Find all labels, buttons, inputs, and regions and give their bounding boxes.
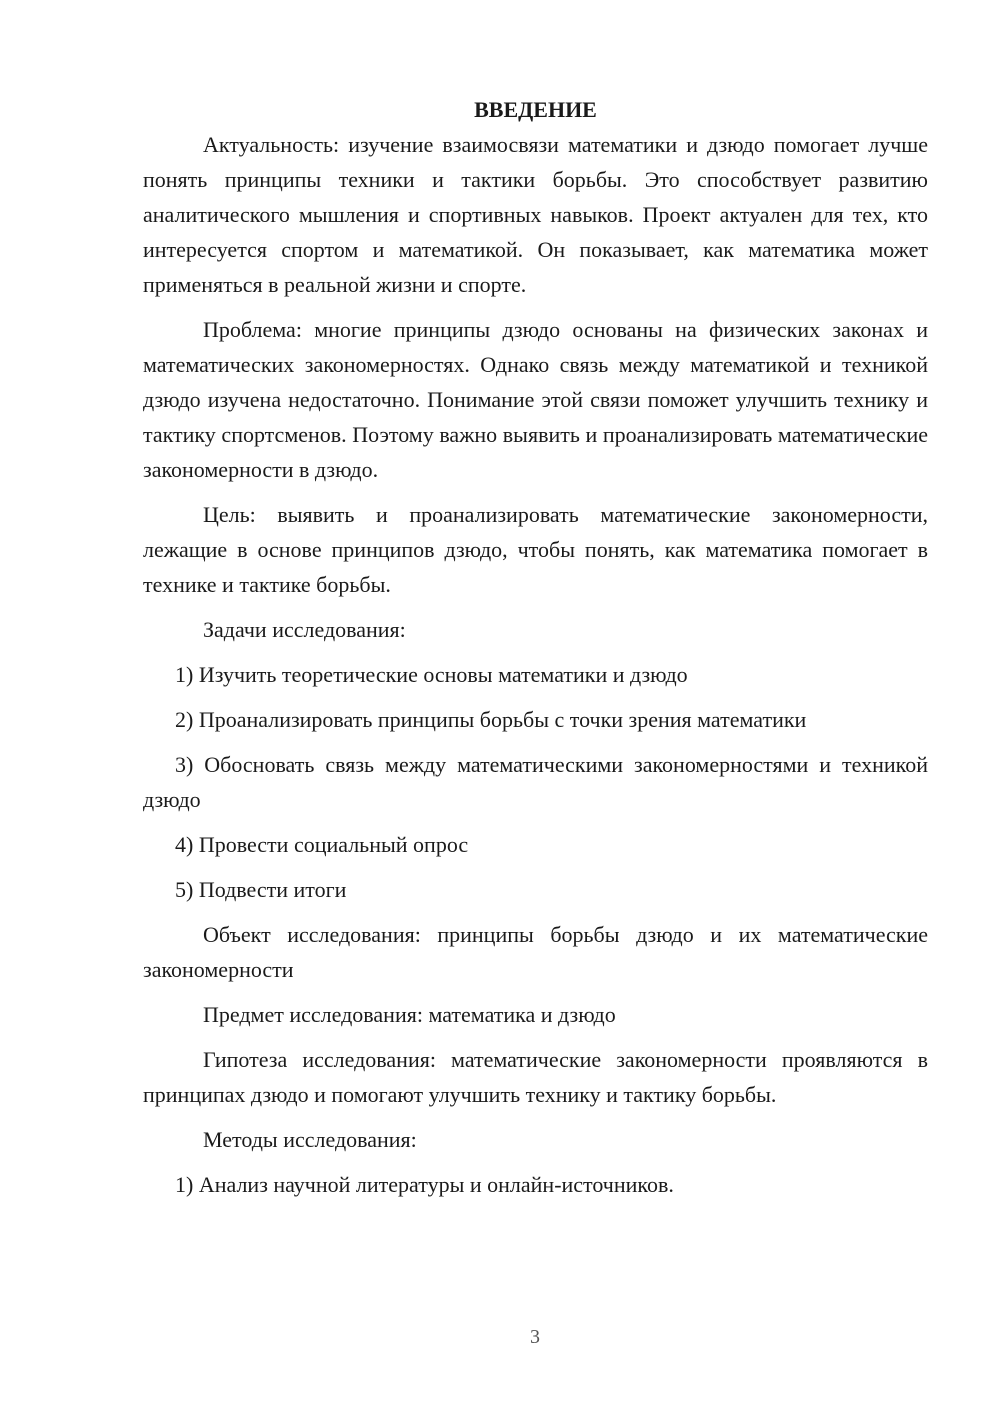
hypothesis-paragraph: Гипотеза исследования: математические закономерности проявляются в принципах дзюдо и помогают улучшить технику и тактику борьбы. — [143, 1047, 928, 1107]
section-title: ВВЕДЕНИЕ — [474, 97, 597, 122]
tasks-heading: Задачи исследования: — [203, 617, 406, 642]
goal-paragraph: Цель: выявить и проанализировать математические закономерности, лежащие в основе принципов дзюдо, чтобы понять, как математика помогает в технике и тактике борьбы. — [143, 502, 928, 597]
method-item-1: 1) Анализ научной литературы и онлайн-источников. — [175, 1172, 674, 1197]
relevance-paragraph: Актуальность: изучение взаимосвязи математики и дзюдо помогает лучше понять принципы техники и тактики борьбы. Это способствует развитию аналитического мышления и спортивных навыков. Проект актуален для тех, кто интересуется спортом и математикой. Он показывает, как математика может применяться в реальной жизни и спорте. — [143, 132, 928, 297]
problem-paragraph: Проблема: многие принципы дзюдо основаны на физических законах и математических закономерностях. Однако связь между математикой и техникой дзюдо изучена недостаточно. Понимание этой связи поможет улучшить технику и тактику спортсменов. Поэтому важно выявить и проанализировать математические закономерности в дзюдо. — [143, 317, 928, 482]
object-paragraph: Объект исследования: принципы борьбы дзюдо и их математические закономерности — [143, 922, 928, 982]
task-item-2: 2) Проанализировать принципы борьбы с точки зрения математики — [175, 707, 807, 732]
page-number: 3 — [530, 1326, 540, 1348]
methods-heading: Методы исследования: — [203, 1127, 417, 1152]
task-item-3: 3) Обосновать связь между математическими закономерностями и техникой дзюдо — [143, 752, 928, 812]
task-item-5: 5) Подвести итоги — [175, 877, 347, 902]
task-item-4: 4) Провести социальный опрос — [175, 832, 469, 857]
document-page — [143, 92, 928, 1202]
task-item-1: 1) Изучить теоретические основы математики и дзюдо — [175, 662, 688, 687]
subject-paragraph: Предмет исследования: математика и дзюдо — [203, 1002, 616, 1027]
